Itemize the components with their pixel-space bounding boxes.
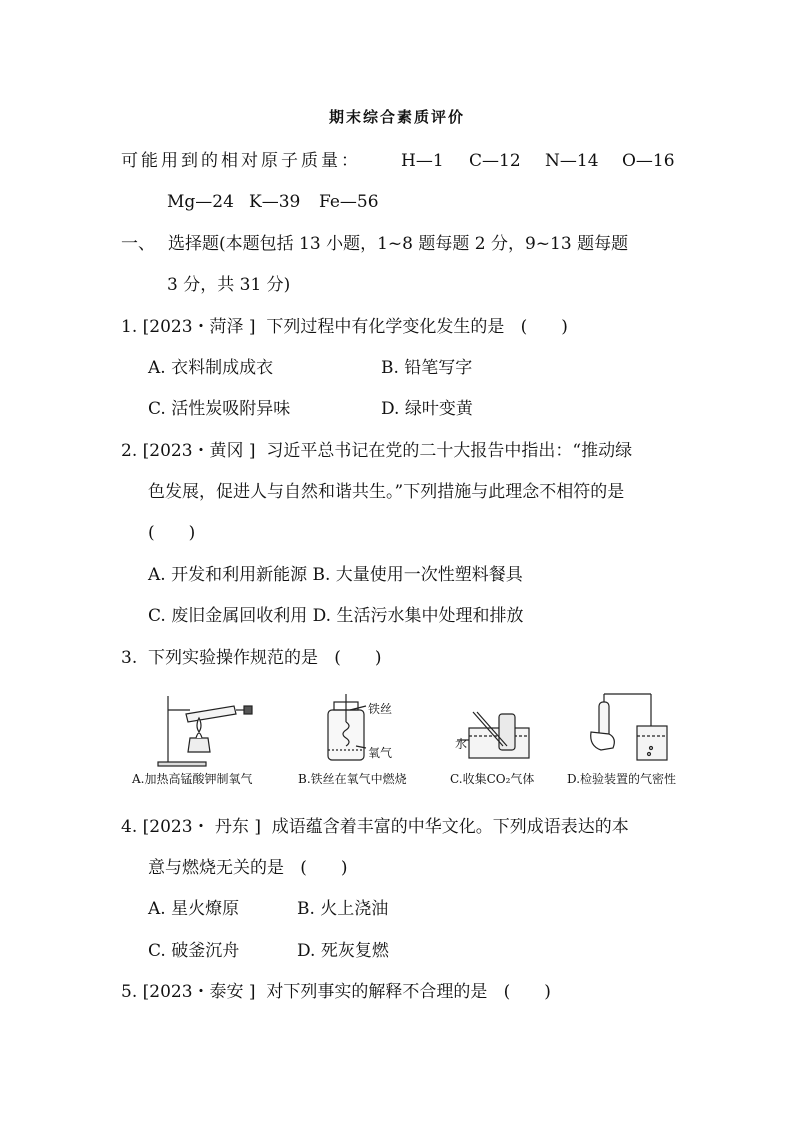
question-1-prefix: 1. [2023・菏泽 ] bbox=[121, 317, 256, 337]
figure-b-label-oxygen: 氧气 bbox=[368, 746, 393, 760]
figure-b-label-iron-wire: 铁丝 bbox=[368, 702, 393, 716]
figure-c-label-water: 水 bbox=[455, 737, 468, 751]
question-1-option-c: C. 活性炭吸附异味 bbox=[148, 399, 291, 419]
atomic-mass-h: H—1 bbox=[401, 151, 444, 171]
question-4-stem-line2: 意与燃烧无关的是 bbox=[148, 858, 284, 878]
question-1 bbox=[121, 316, 568, 338]
atomic-mass-c: C—12 bbox=[469, 151, 521, 171]
question-4-stem-line1: 成语蕴含着丰富的中华文化。下列成语表达的本 bbox=[271, 817, 629, 837]
atomic-mass-fe: Fe—56 bbox=[319, 192, 379, 212]
question-1-option-a: A. 衣料制成成衣 bbox=[148, 358, 274, 378]
question-2 bbox=[121, 440, 632, 462]
question-1-stem: 下列过程中有化学变化发生的是 bbox=[266, 317, 505, 337]
atomic-mass-mg: Mg—24 bbox=[167, 192, 234, 212]
figure-d-caption: D.检验装置的气密性 bbox=[567, 772, 677, 786]
question-2-options-cd: C. 废旧金属回收利用 D. 生活污水集中处理和排放 bbox=[148, 606, 524, 626]
question-3-answer-paren: ( ) bbox=[334, 648, 382, 668]
question-4-option-c: C. 破釜沉舟 bbox=[148, 941, 240, 961]
atomic-mass-o: O—16 bbox=[622, 151, 675, 171]
question-4-option-b: B. 火上浇油 bbox=[297, 899, 389, 919]
question-2-options-ab: A. 开发和利用新能源 B. 大量使用一次性塑料餐具 bbox=[148, 565, 523, 585]
question-3-stem: 下列实验操作规范的是 bbox=[148, 648, 319, 668]
figure-a-heating-apparatus bbox=[150, 692, 260, 768]
question-2-stem-line2: 色发展，促进人与自然和谐共生。”下列措施与此理念不相符的是 bbox=[148, 482, 625, 502]
question-5-stem: 对下列事实的解释不合理的是 bbox=[266, 982, 488, 1002]
question-1-option-b: B. 铅笔写字 bbox=[381, 358, 473, 378]
section-heading-line2: 3 分，共 31 分) bbox=[167, 275, 291, 295]
question-3 bbox=[121, 647, 382, 669]
question-2-prefix: 2. [2023・黄冈 ] bbox=[121, 441, 256, 461]
figure-c-caption: C.收集CO₂气体 bbox=[450, 772, 535, 786]
question-1-answer-paren: ( ) bbox=[520, 317, 568, 337]
figure-d-airtightness-test bbox=[585, 692, 685, 768]
atomic-mass-k: K—39 bbox=[249, 192, 301, 212]
question-4-prefix: 4. [2023・ 丹东 ] bbox=[121, 817, 261, 837]
question-2-stem-line1: 习近平总书记在党的二十大报告中指出：“推动绿 bbox=[266, 441, 633, 461]
question-5 bbox=[121, 981, 551, 1003]
section-heading-line1: 选择题(本题包括 13 小题，1~8 题每题 2 分，9~13 题每题 bbox=[168, 234, 629, 254]
question-1-option-d: D. 绿叶变黄 bbox=[381, 399, 473, 419]
page-title: 期末综合素质评价 bbox=[328, 108, 465, 126]
question-5-answer-paren: ( ) bbox=[503, 982, 551, 1002]
atomic-mass-n: N—14 bbox=[545, 151, 599, 171]
question-4-option-d: D. 死灰复燃 bbox=[297, 941, 389, 961]
question-4-answer-paren: ( ) bbox=[300, 858, 348, 878]
question-5-prefix: 5. [2023・泰安 ] bbox=[121, 982, 256, 1002]
question-2-answer-paren: ( ) bbox=[148, 523, 196, 543]
atomic-mass-label: 可能用到的相对原子质量： bbox=[121, 151, 361, 171]
section-number: 一、 bbox=[121, 234, 155, 254]
question-4 bbox=[121, 816, 629, 838]
figure-c-gas-collection bbox=[455, 692, 555, 768]
figure-a-caption: A.加热高锰酸钾制氧气 bbox=[132, 772, 253, 786]
question-4-stem-line2-wrap bbox=[148, 857, 347, 879]
question-3-prefix: 3. bbox=[121, 648, 138, 668]
question-4-option-a: A. 星火燎原 bbox=[148, 899, 240, 919]
figure-b-caption: B.铁丝在氧气中燃烧 bbox=[298, 772, 407, 786]
